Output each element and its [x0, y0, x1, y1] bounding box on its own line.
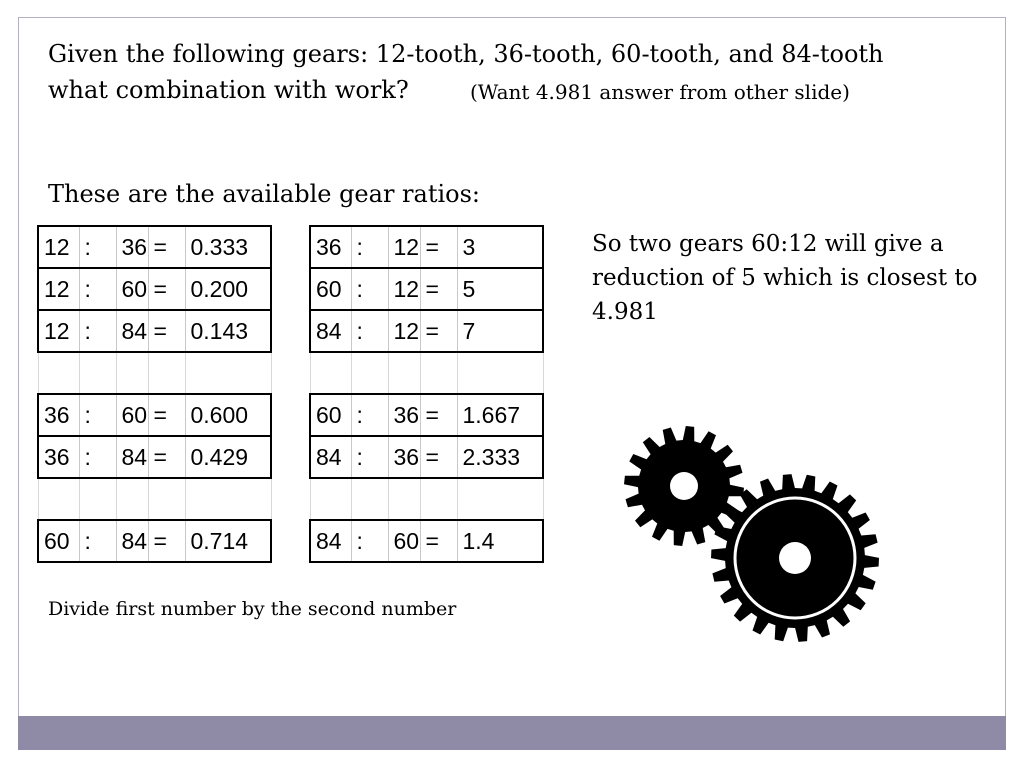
- gear-a: 12: [44, 275, 70, 302]
- divide-instruction: Divide first number by the second number: [48, 598, 457, 620]
- spacer-row: [38, 478, 271, 520]
- gear-b: 12: [393, 233, 420, 260]
- gears-illustration: [620, 420, 890, 650]
- gear-b: 36: [121, 233, 148, 260]
- ratio-value: 5: [462, 275, 476, 302]
- colon: :: [84, 275, 91, 302]
- gear-a: 36: [316, 233, 342, 260]
- colon: :: [356, 275, 363, 302]
- ratio-value: 7: [462, 317, 476, 344]
- gear-a: 60: [316, 275, 342, 302]
- colon: :: [84, 233, 91, 260]
- gear-b: 84: [121, 527, 148, 554]
- ratio-value: 0.600: [190, 401, 249, 428]
- colon: :: [356, 401, 363, 428]
- right-ratio-table: [309, 225, 544, 563]
- gear-a: 60: [316, 401, 342, 428]
- ratio-row: [38, 436, 271, 478]
- ratio-value: 2.333: [462, 443, 521, 470]
- ratio-value: 0.143: [190, 317, 249, 344]
- gear-b: 60: [121, 275, 148, 302]
- conclusion-text: So two gears 60:12 will give a reduction of 5 which is closest to 4.981: [592, 231, 978, 325]
- gear-a: 60: [44, 527, 70, 554]
- ratio-value: 0.714: [190, 527, 249, 554]
- ratio-row: [38, 310, 271, 352]
- equals: =: [153, 527, 167, 554]
- gear-a: 12: [44, 233, 70, 260]
- gear-a: 36: [44, 401, 70, 428]
- colon: :: [356, 233, 363, 260]
- colon: :: [356, 527, 363, 554]
- gear-b: 84: [121, 317, 148, 344]
- equals: =: [425, 527, 439, 554]
- ratio-row: [310, 226, 543, 268]
- colon: :: [84, 527, 91, 554]
- colon: :: [84, 317, 91, 344]
- colon: :: [84, 443, 91, 470]
- equals: =: [153, 443, 167, 470]
- equals: =: [425, 275, 439, 302]
- question-line-2: what combination with work?: [48, 76, 409, 104]
- ratio-value: 1.667: [462, 401, 521, 428]
- ratio-row: [38, 520, 271, 562]
- gear-a: 84: [316, 443, 342, 470]
- gear-b: 12: [393, 317, 420, 344]
- equals: =: [425, 233, 439, 260]
- equals: =: [425, 443, 439, 470]
- gear-a: 84: [316, 527, 342, 554]
- ratio-row: [38, 268, 271, 310]
- ratio-value: 0.333: [190, 233, 249, 260]
- gear-b: 36: [393, 443, 420, 470]
- available-ratios-heading: These are the available gear ratios:: [48, 180, 480, 208]
- gear-b: 60: [393, 527, 420, 554]
- ratio-value: 0.200: [190, 275, 249, 302]
- equals: =: [425, 317, 439, 344]
- colon: :: [84, 401, 91, 428]
- answer-note: (Want 4.981 answer from other slide): [470, 80, 850, 104]
- gear-b: 12: [393, 275, 420, 302]
- ratio-row: [310, 310, 543, 352]
- colon: :: [356, 443, 363, 470]
- footer-bar: [18, 716, 1006, 750]
- equals: =: [153, 401, 167, 428]
- equals: =: [153, 317, 167, 344]
- ratio-row: [310, 394, 543, 436]
- equals: =: [425, 401, 439, 428]
- gear-b: 84: [121, 443, 148, 470]
- ratio-row: [310, 436, 543, 478]
- ratio-value: 3: [462, 233, 476, 260]
- gear-b: 36: [393, 401, 420, 428]
- gear-b: 60: [121, 401, 148, 428]
- spacer-row: [310, 352, 543, 394]
- spacer-row: [38, 352, 271, 394]
- ratio-value: 0.429: [190, 443, 249, 470]
- ratio-row: [310, 268, 543, 310]
- ratio-row: [38, 226, 271, 268]
- ratio-row: [310, 520, 543, 562]
- large-gear-icon: [711, 474, 879, 642]
- ratio-value: 1.4: [462, 527, 495, 554]
- colon: :: [356, 317, 363, 344]
- equals: =: [153, 233, 167, 260]
- gear-a: 36: [44, 443, 70, 470]
- gear-a: 84: [316, 317, 342, 344]
- question-line-1: Given the following gears: 12-tooth, 36-tooth, 60-tooth, and 84-tooth: [48, 40, 884, 68]
- ratio-row: [38, 394, 271, 436]
- left-ratio-table: [37, 225, 272, 563]
- equals: =: [153, 275, 167, 302]
- spacer-row: [310, 478, 543, 520]
- gear-a: 12: [44, 317, 70, 344]
